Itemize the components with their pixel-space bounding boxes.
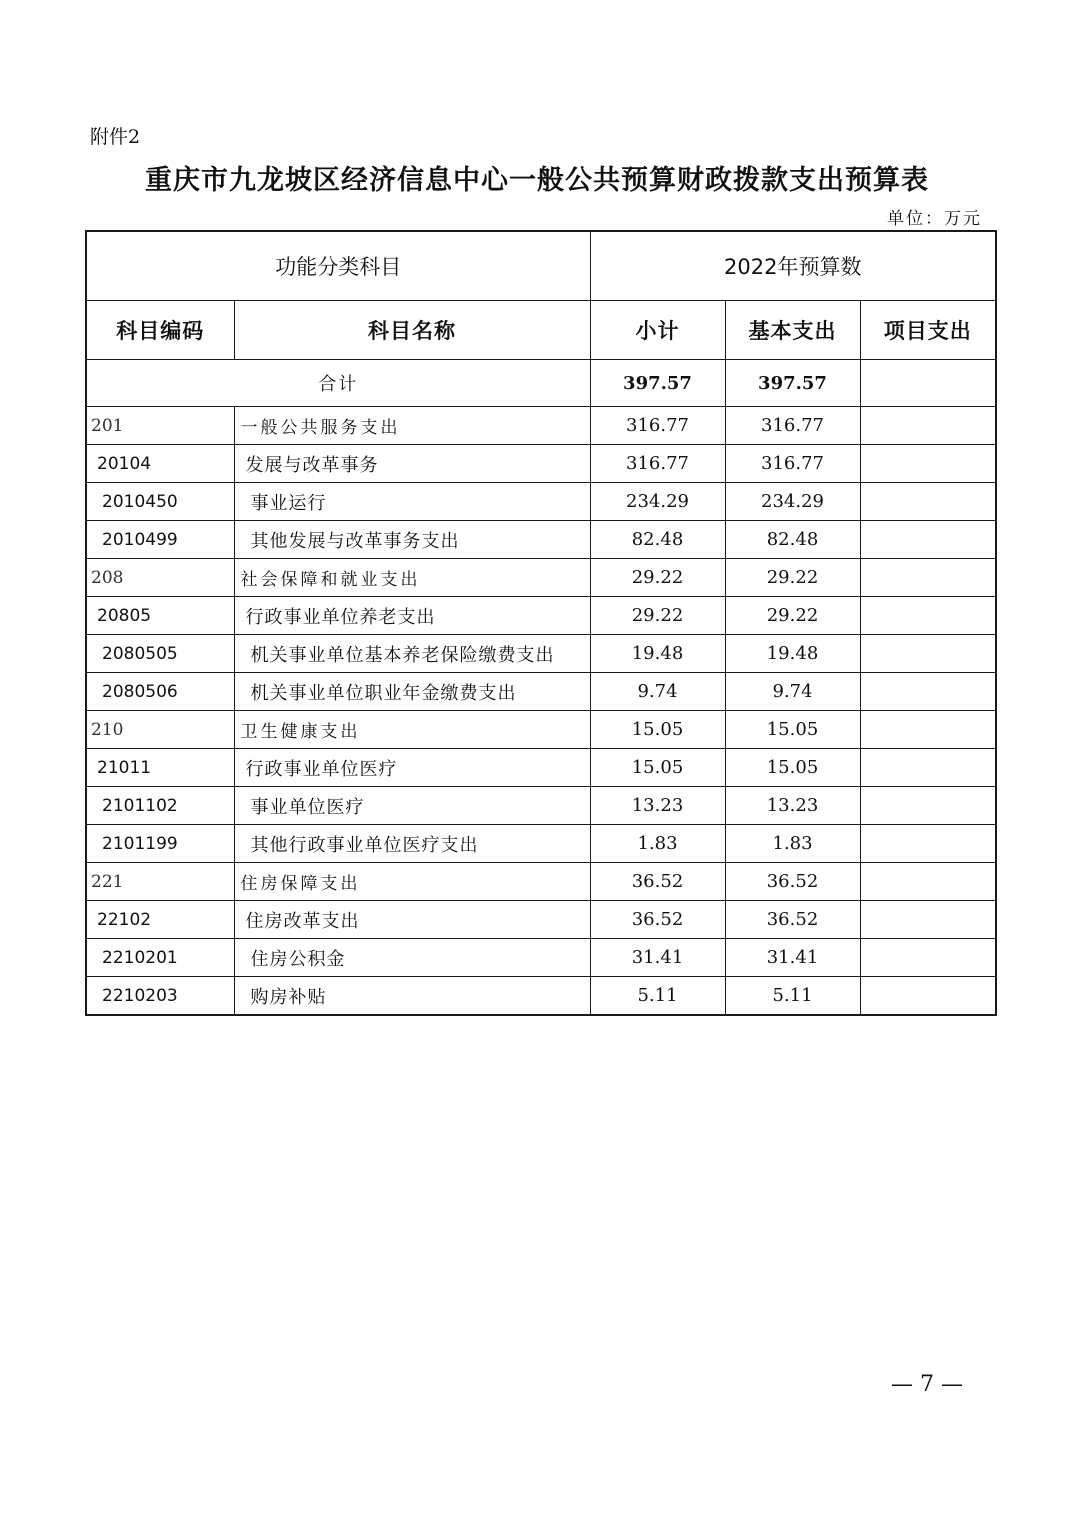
table-row [86,977,996,1016]
row-name: 行政事业单位医疗 [234,749,590,787]
total-row [86,360,996,407]
row-project [860,445,996,483]
row-subtotal: 15.05 [590,749,725,787]
header-row-group [86,231,996,301]
row-name: 行政事业单位养老支出 [234,597,590,635]
table-row [86,635,996,673]
table-row [86,749,996,787]
row-name: 住房保障支出 [234,863,590,901]
row-name: 机关事业单位基本养老保险缴费支出 [234,635,590,673]
row-project [860,407,996,445]
table-row [86,559,996,597]
row-code: 2010450 [86,483,234,521]
row-basic: 15.05 [725,711,860,749]
row-basic: 82.48 [725,521,860,559]
table-row [86,445,996,483]
header-project: 项目支出 [860,301,996,360]
row-basic: 316.77 [725,445,860,483]
row-subtotal: 13.23 [590,787,725,825]
row-subtotal: 316.77 [590,445,725,483]
row-project [860,939,996,977]
row-subtotal: 15.05 [590,711,725,749]
row-basic: 36.52 [725,901,860,939]
document-title: 重庆市九龙坡区经济信息中心一般公共预算财政拨款支出预算表 [145,165,929,196]
header-row-columns [86,301,996,360]
row-basic: 36.52 [725,863,860,901]
row-name: 住房改革支出 [234,901,590,939]
row-project [860,673,996,711]
table-row [86,939,996,977]
row-basic: 29.22 [725,597,860,635]
row-project [860,521,996,559]
row-subtotal: 234.29 [590,483,725,521]
row-code: 22102 [86,901,234,939]
row-subtotal: 9.74 [590,673,725,711]
table-body [86,407,996,1016]
row-name: 卫生健康支出 [234,711,590,749]
row-name: 机关事业单位职业年金缴费支出 [234,673,590,711]
row-code: 20805 [86,597,234,635]
row-subtotal: 82.48 [590,521,725,559]
row-basic: 1.83 [725,825,860,863]
row-project [860,483,996,521]
table-row [86,597,996,635]
total-basic: 397.57 [725,360,860,407]
row-code: 2210203 [86,977,234,1016]
row-subtotal: 29.22 [590,597,725,635]
row-name: 一般公共服务支出 [234,407,590,445]
row-project [860,635,996,673]
header-basic: 基本支出 [725,301,860,360]
row-project [860,977,996,1016]
row-basic: 13.23 [725,787,860,825]
row-code: 208 [86,559,234,597]
row-basic: 29.22 [725,559,860,597]
header-name: 科目名称 [234,301,590,360]
row-subtotal: 36.52 [590,901,725,939]
row-code: 2080506 [86,673,234,711]
row-subtotal: 1.83 [590,825,725,863]
attachment-label: 附件2 [90,126,141,148]
table-row [86,483,996,521]
row-subtotal: 31.41 [590,939,725,977]
header-budget-2022: 2022年预算数 [590,231,996,301]
row-project [860,901,996,939]
total-subtotal: 397.57 [590,360,725,407]
row-code: 2101199 [86,825,234,863]
table-row [86,407,996,445]
row-project [860,825,996,863]
row-code: 20104 [86,445,234,483]
row-subtotal: 5.11 [590,977,725,1016]
row-name: 发展与改革事务 [234,445,590,483]
header-functional-classification: 功能分类科目 [86,231,590,301]
row-code: 2210201 [86,939,234,977]
row-basic: 31.41 [725,939,860,977]
row-code: 2080505 [86,635,234,673]
row-basic: 9.74 [725,673,860,711]
total-label: 合计 [86,360,590,407]
row-basic: 234.29 [725,483,860,521]
header-code: 科目编码 [86,301,234,360]
row-subtotal: 316.77 [590,407,725,445]
unit-label: 单位：万元 [887,209,982,229]
table-row [86,825,996,863]
row-project [860,863,996,901]
row-name: 住房公积金 [234,939,590,977]
row-subtotal: 29.22 [590,559,725,597]
page-number: — 7 — [891,1372,963,1397]
row-code: 21011 [86,749,234,787]
row-project [860,711,996,749]
table-row [86,863,996,901]
row-subtotal: 19.48 [590,635,725,673]
total-project [860,360,996,407]
row-code: 210 [86,711,234,749]
row-basic: 5.11 [725,977,860,1016]
row-project [860,787,996,825]
table-row [86,901,996,939]
row-project [860,597,996,635]
row-project [860,559,996,597]
table-row [86,787,996,825]
row-name: 社会保障和就业支出 [234,559,590,597]
row-basic: 316.77 [725,407,860,445]
row-subtotal: 36.52 [590,863,725,901]
table-row [86,711,996,749]
row-name: 事业运行 [234,483,590,521]
row-name: 购房补贴 [234,977,590,1016]
row-project [860,749,996,787]
table-row [86,673,996,711]
table-row [86,521,996,559]
row-name: 其他行政事业单位医疗支出 [234,825,590,863]
budget-table [85,230,997,1016]
row-name: 其他发展与改革事务支出 [234,521,590,559]
row-name: 事业单位医疗 [234,787,590,825]
row-code: 201 [86,407,234,445]
header-subtotal: 小计 [590,301,725,360]
row-code: 2010499 [86,521,234,559]
row-basic: 19.48 [725,635,860,673]
row-basic: 15.05 [725,749,860,787]
row-code: 2101102 [86,787,234,825]
row-code: 221 [86,863,234,901]
